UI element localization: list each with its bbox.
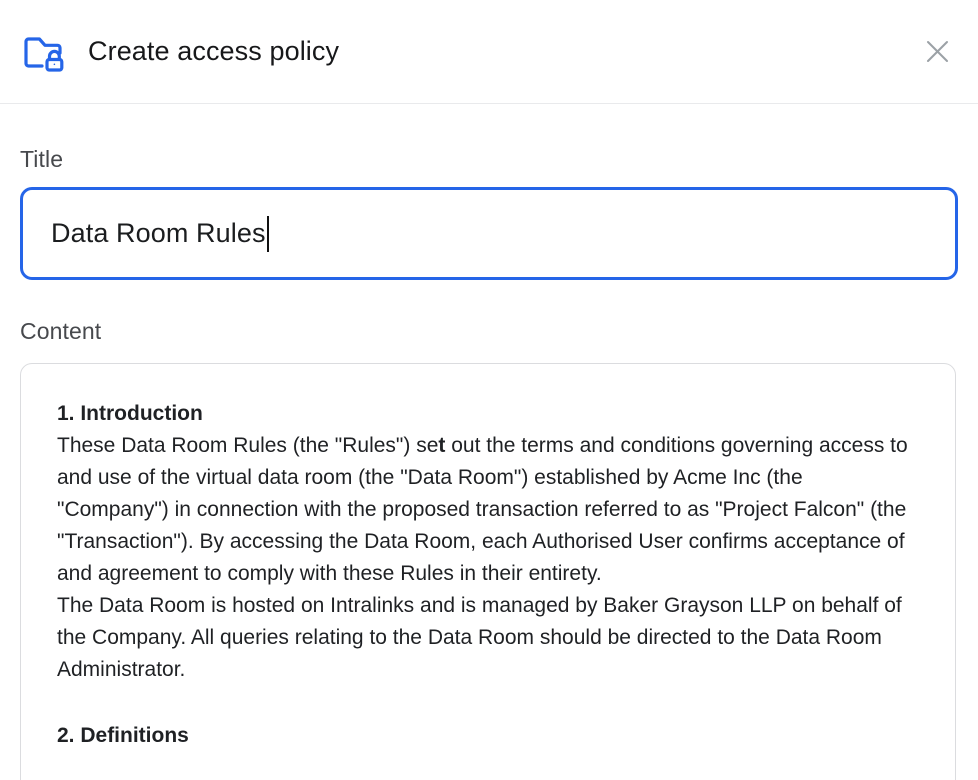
content-editor[interactable] xyxy=(20,363,956,780)
content-heading: 1. Introduction xyxy=(57,402,203,425)
title-input-value: Data Room Rules xyxy=(51,218,266,248)
content-heading: 2. Definitions xyxy=(57,724,189,747)
close-icon[interactable] xyxy=(920,35,954,69)
content-field-label: Content xyxy=(20,318,102,344)
title-field-label: Title xyxy=(20,146,64,172)
modal-header xyxy=(0,0,978,104)
modal-title: Create access policy xyxy=(88,36,340,66)
modal-body xyxy=(0,104,978,780)
folder-lock-icon xyxy=(20,29,66,75)
content-paragraph: The Data Room is hosted on Intralinks and is managed by Baker Grayson LLP on behalf of the Company. All queries relating to the Data Room should be directed to the Data Room Administrator. xyxy=(57,594,902,681)
text-caret xyxy=(267,216,269,252)
title-input[interactable] xyxy=(20,187,958,280)
content-paragraph: These Data Room Rules (the "Rules") set out the terms and conditions governing access to and use of the virtual data room (the "Data Room") established by Acme Inc (the "Company") in connection with the proposed transaction referred to as "Project Falcon" (the "Transaction"). By accessing the Data Room, each Authorised User confirms acceptance of and agreement to comply with these Rules in their entirety. xyxy=(57,434,908,585)
content-document xyxy=(57,398,919,752)
